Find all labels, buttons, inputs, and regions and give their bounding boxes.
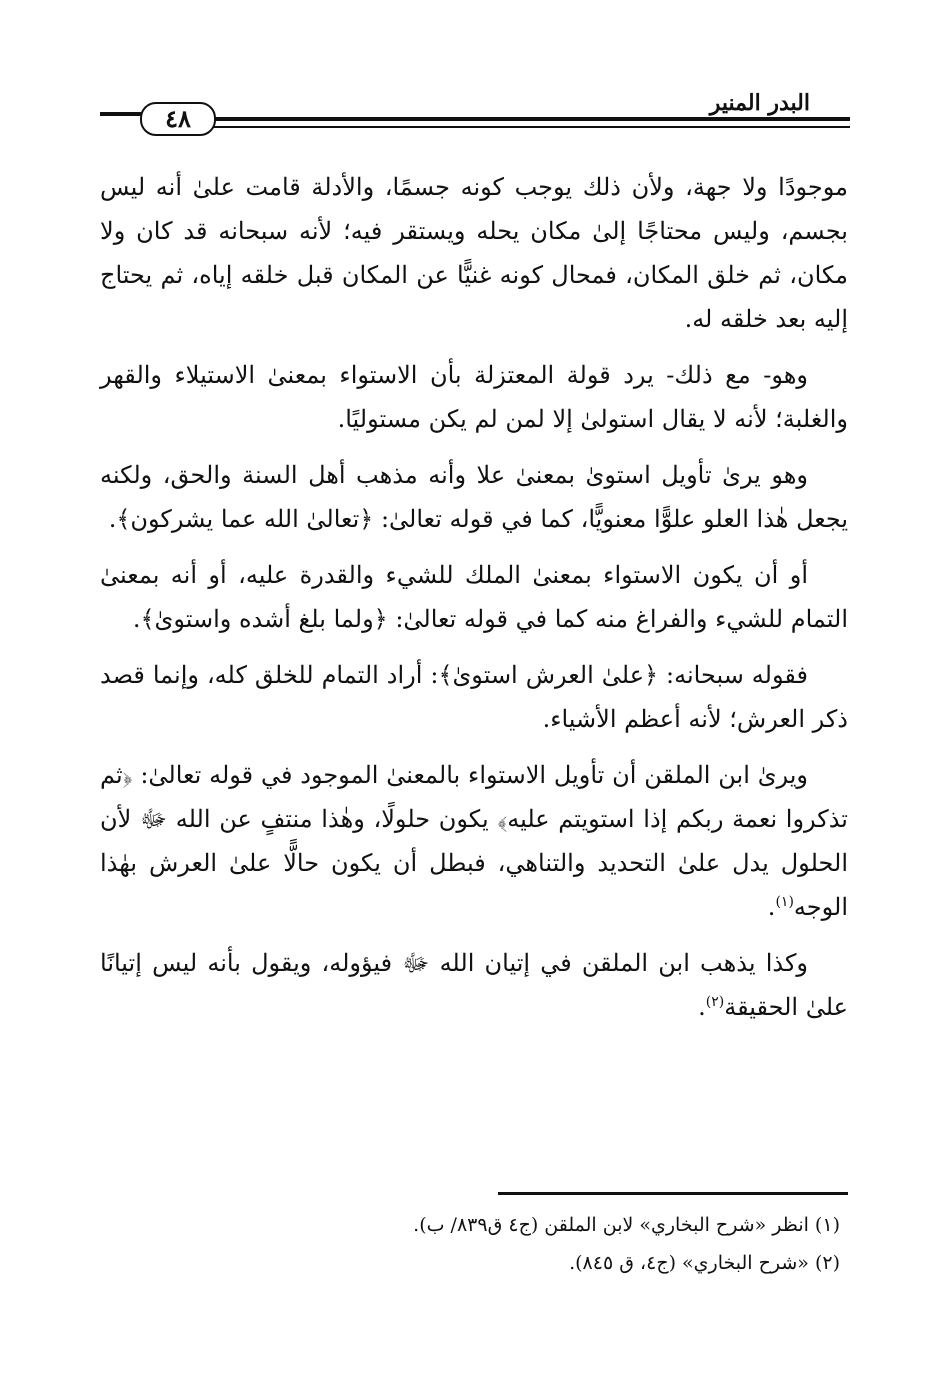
footnote-1: (١) انظر «شرح البخاري» لابن الملقن (ج٤ ق٨٣٩/ ب). — [413, 1214, 840, 1236]
footnote-2: (٢) «شرح البخاري» (ج٤، ق ٨٤٥). — [569, 1252, 840, 1274]
body-text — [100, 165, 848, 1041]
header-rule-thin — [212, 126, 850, 128]
header-rule-thick — [212, 117, 850, 121]
paragraph-3: وهو يرىٰ تأويل استوىٰ بمعنىٰ علا وأنه مذهب أهل السنة والحق، ولكنه يجعل هٰذا العلو علوًّا معنويًّا، كما في قوله تعالىٰ: ﴿تعالىٰ الله عما يشركون﴾. — [100, 461, 848, 533]
page-header — [100, 90, 850, 150]
paragraph-1: موجودًا ولا جهة، ولأن ذلك يوجب كونه جسمًا، والأدلة قامت علىٰ أنه ليس بجسم، وليس محتاجًا إلىٰ مكان يحله ويستقر فيه؛ لأنه سبحانه قد كان ولا مكان، ثم خلق المكان، فمحال كونه غنيًّا عن المكان قبل خلقه إياه، ثم يحتاج إليه بعد خلقه له. — [100, 173, 848, 333]
paragraph-2: وهو- مع ذلك- يرد قولة المعتزلة بأن الاستواء بمعنىٰ الاستيلاء والقهر والغلبة؛ لأنه لا يقال استولىٰ إلا لمن لم يكن مستوليًا. — [100, 361, 848, 433]
footnotes — [100, 1206, 840, 1282]
header-ornament-line — [100, 112, 142, 116]
running-title: البدر المنير — [709, 90, 810, 116]
footnote-ref-1[interactable]: (١) — [775, 894, 794, 910]
page-number: ٤٨ — [140, 102, 216, 136]
paragraph-6: ويرىٰ ابن الملقن أن تأويل الاستواء بالمعنىٰ الموجود في قوله تعالىٰ: ﴿ثم تذكروا نعمة ربكم إذا استويتم عليه﴾ يكون حلولًا، وهٰذا منتفٍ عن الله ﷻ لأن الحلول يدل علىٰ التحديد والتناهي، فبطل أن يكون حالًّا علىٰ العرش بهٰذا الوجه$^{(١)}$. — [100, 761, 848, 921]
paragraph-7: وكذا يذهب ابن الملقن في إتيان الله ﷻ فيؤوله، ويقول بأنه ليس إتيانًا علىٰ الحقيقة$^{(٢)}$. — [100, 949, 848, 1021]
paragraph-4: أو أن يكون الاستواء بمعنىٰ الملك للشيء والقدرة عليه، أو أنه بمعنىٰ التمام للشيء والفراغ منه كما في قوله تعالىٰ: ﴿ولما بلغ أشده واستوىٰ﴾. — [100, 561, 848, 633]
footnote-separator — [498, 1192, 848, 1195]
paragraph-5: فقوله سبحانه: ﴿علىٰ العرش استوىٰ﴾: أراد التمام للخلق كله، وإنما قصد ذكر العرش؛ لأنه أعظم الأشياء. — [100, 661, 848, 733]
footnote-ref-2[interactable]: (٢) — [705, 994, 725, 1010]
